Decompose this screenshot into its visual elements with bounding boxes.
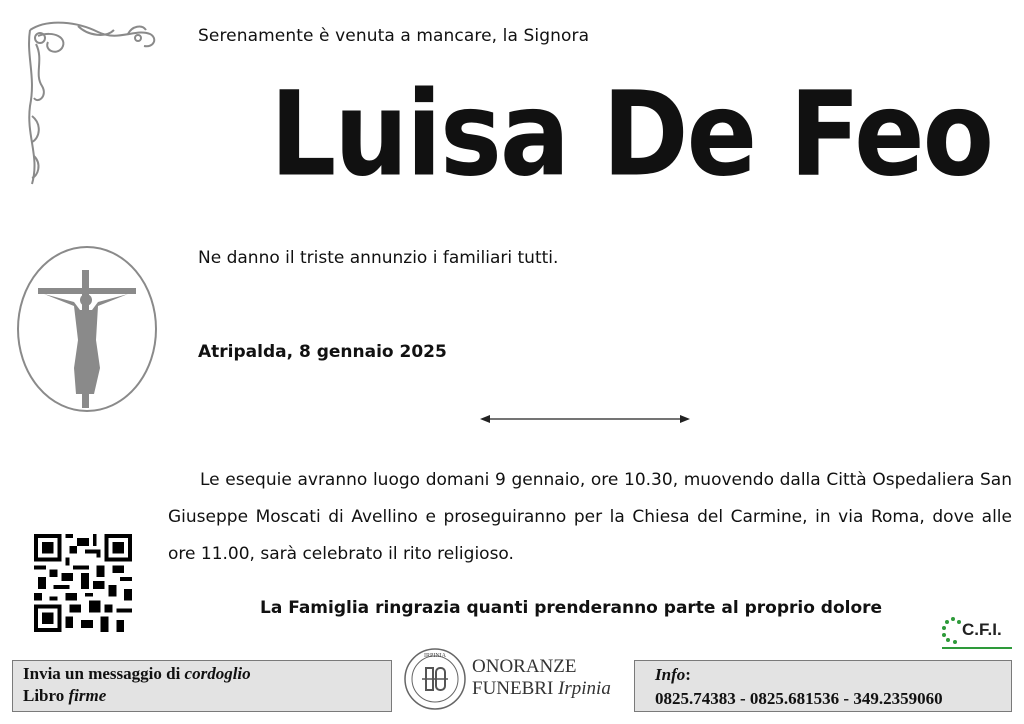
place-date: Atripalda, 8 gennaio 2025: [198, 342, 447, 362]
logo-ring-text: IRPINIA: [424, 653, 446, 659]
double-arrow-divider: [478, 410, 692, 428]
family-thanks: La Famiglia ringrazia quanti prenderanno parte al proprio dolore: [260, 598, 883, 618]
agency-logo-icon: [402, 646, 468, 712]
qr-code[interactable]: [34, 534, 132, 632]
crucifix-icon: [14, 244, 160, 414]
cfi-label: C.F.I.: [962, 620, 1002, 639]
agency-name-line1: ONORANZE: [472, 656, 577, 677]
intro-text: Serenamente è venuta a mancare, la Signora: [198, 26, 590, 46]
info-phones[interactable]: 0825.74383 - 0825.681536 - 349.2359060: [655, 689, 943, 708]
condolence-box[interactable]: [12, 660, 392, 712]
condolence-link[interactable]: Invia un messaggio di cordoglio: [23, 664, 251, 683]
guestbook-link[interactable]: Libro firme: [23, 686, 107, 705]
deceased-name: Luisa De Feo: [270, 65, 993, 203]
agency-name: [472, 656, 611, 700]
announcement-text: Ne danno il triste annunzio i familiari tutti.: [198, 248, 559, 268]
funeral-details: [168, 462, 1012, 573]
funeral-details-text: Le esequie avranno luogo domani 9 gennaio, ore 10.30, muovendo dalla Città Ospedaliera San Giuseppe Moscati di Avellino e proseguiranno per la Chiesa del Carmine, in via Roma, dove alle ore 11.00, sarà celebrato il rito religioso.: [168, 470, 1012, 564]
agency-name-line2: FUNEBRI Irpinia: [472, 678, 611, 699]
cfi-logo: [938, 614, 1016, 654]
info-box: [634, 660, 1012, 712]
info-label: Info:: [655, 665, 691, 684]
corner-ornament-icon: [18, 16, 158, 188]
